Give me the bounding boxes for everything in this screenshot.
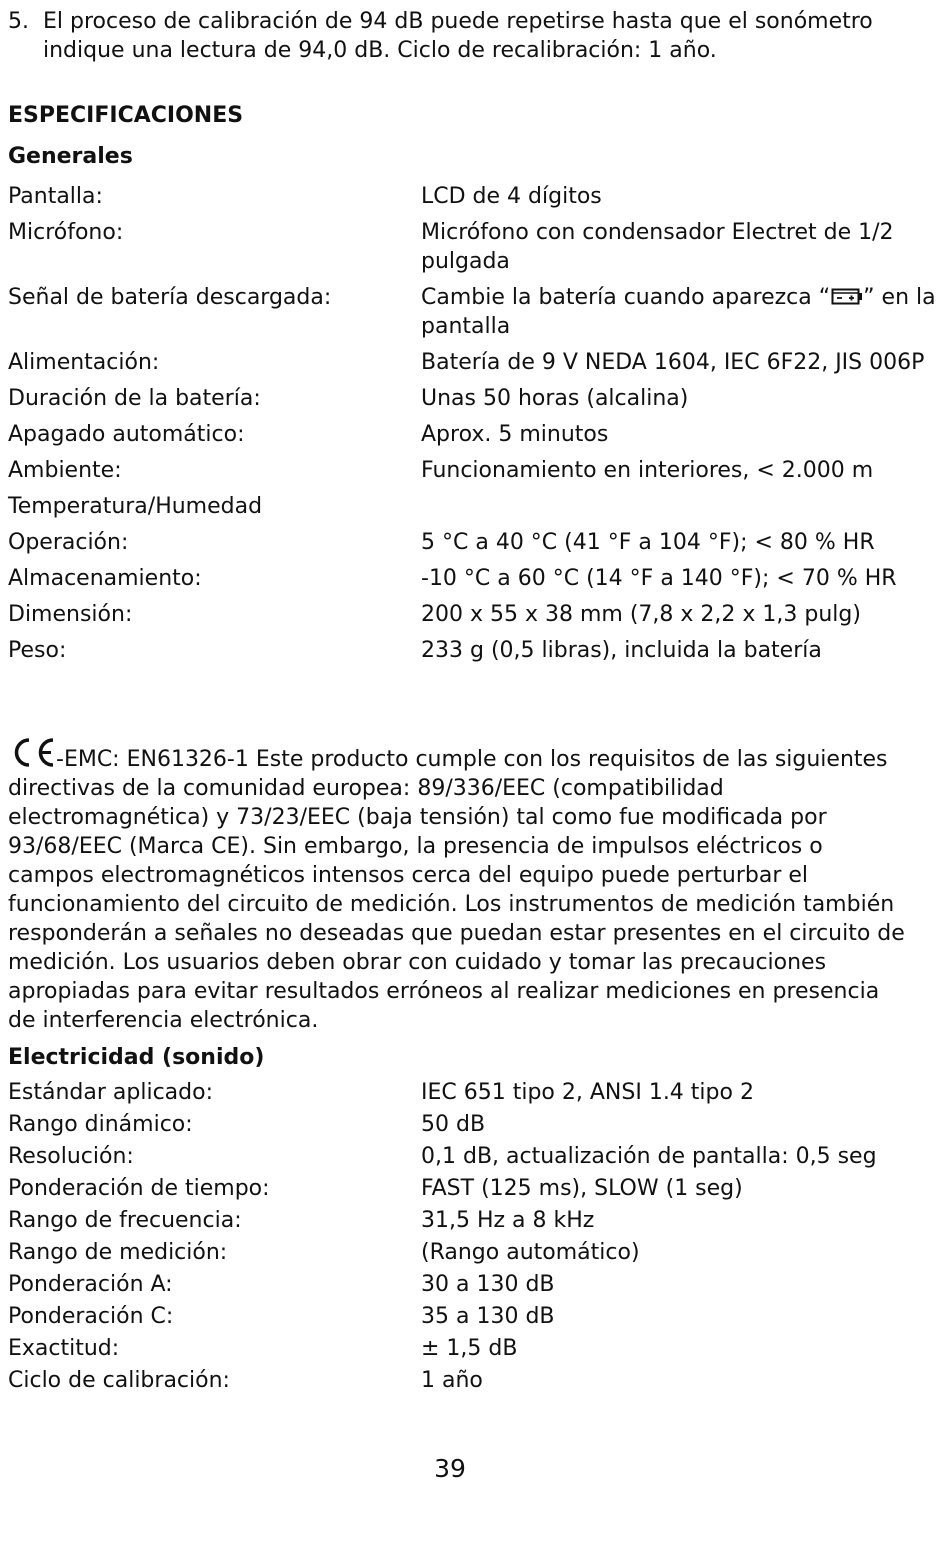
spec-value: 233 g (0,5 libras), incluida la batería — [421, 638, 822, 663]
spec-value: 31,5 Hz a 8 kHz — [421, 1208, 595, 1233]
spec-value: Aprox. 5 minutos — [421, 422, 609, 447]
spec-value: LCD de 4 dígitos — [421, 184, 602, 209]
spec-label: Rango de medición: — [8, 1240, 228, 1265]
spec-value: 0,1 dB, actualización de pantalla: 0,5 seg — [421, 1144, 877, 1169]
spec-label: Operación: — [8, 530, 129, 555]
spec-label: Ponderación A: — [8, 1272, 173, 1297]
spec-row-time-weighting — [8, 1174, 938, 1206]
spec-row-standard — [8, 1078, 938, 1110]
spec-value: ± 1,5 dB — [421, 1336, 518, 1361]
spec-label: Alimentación: — [8, 350, 160, 375]
spec-row-a-weighting — [8, 1270, 938, 1302]
electricity-spec-table — [8, 1078, 938, 1398]
spec-row-battery-life — [8, 384, 938, 420]
procedure-step — [8, 7, 908, 65]
general-spec-table — [8, 182, 938, 672]
spec-label: Exactitud: — [8, 1336, 120, 1361]
spec-value-before-icon: Cambie la batería cuando aparezca “ — [421, 285, 831, 310]
spec-row-accuracy — [8, 1334, 938, 1366]
spec-row-display — [8, 182, 938, 218]
spec-value: 5 °C a 40 °C (41 °F a 104 °F); < 80 % HR — [421, 530, 875, 555]
general-heading: Generales — [8, 144, 133, 169]
specifications-heading: ESPECIFICACIONES — [8, 103, 244, 128]
spec-label: Duración de la batería: — [8, 386, 261, 411]
spec-value: 50 dB — [421, 1112, 486, 1137]
step-number: 5. — [8, 9, 29, 34]
spec-label: Pantalla: — [8, 184, 103, 209]
ce-mark-icon — [8, 736, 55, 769]
spec-label: Micrófono: — [8, 220, 124, 245]
spec-label: Ciclo de calibración: — [8, 1368, 230, 1393]
spec-value: (Rango automático) — [421, 1240, 640, 1265]
spec-value — [421, 492, 938, 528]
spec-row-dimension — [8, 600, 938, 636]
spec-label: Estándar aplicado: — [8, 1080, 213, 1105]
spec-label: Ponderación C: — [8, 1304, 174, 1329]
spec-label: Señal de batería descargada: — [8, 285, 332, 310]
spec-row-calibration-cycle — [8, 1366, 938, 1398]
spec-row-resolution — [8, 1142, 938, 1174]
page-number: 39 — [434, 1454, 466, 1483]
spec-label: Peso: — [8, 638, 67, 663]
spec-row-temperature-humidity — [8, 492, 938, 528]
spec-value: 30 a 130 dB — [421, 1272, 555, 1297]
emc-compliance-paragraph — [8, 736, 908, 1035]
spec-row-dynamic-range — [8, 1110, 938, 1142]
spec-value: 200 x 55 x 38 mm (7,8 x 2,2 x 1,3 pulg) — [421, 602, 861, 627]
battery-icon — [831, 288, 862, 305]
spec-label: Resolución: — [8, 1144, 134, 1169]
step-text: El proceso de calibración de 94 dB puede repetirse hasta que el sonómetro indique una lectura de 94,0 dB. Ciclo de recalibración: 1 año. — [43, 9, 873, 63]
spec-row-c-weighting — [8, 1302, 938, 1334]
spec-label: Almacenamiento: — [8, 566, 202, 591]
spec-value: -10 °C a 60 °C (14 °F a 140 °F); < 70 % HR — [421, 566, 897, 591]
spec-row-low-battery — [8, 283, 938, 348]
spec-row-frequency-range — [8, 1206, 938, 1238]
spec-label: Apagado automático: — [8, 422, 245, 447]
spec-row-storage — [8, 564, 938, 600]
emc-text: -EMC: EN61326-1 Este producto cumple con los requisitos de las siguientes directivas de la comunidad europea: 89/336/EEC (compatibilidad electromagnética) y 73/23/EEC (baja tensión) tal como fue modificada por 93/68/EEC (Marca CE). Sin embargo, la presencia de impulsos eléctricos o campos electromagnéticos intensos cerca del equipo puede perturbar el funcionamiento del circuito de medición. Los instrumentos de medición también responderán a señales no deseadas que puedan estar presentes en el circuito de medición. Los usuarios deben obrar con cuidado y tomar las precauciones apropiadas para evitar resultados erróneos al realizar mediciones en presencia de interferencia electrónica. — [8, 747, 905, 1033]
spec-row-microphone — [8, 218, 938, 283]
spec-label: Temperatura/Humedad — [8, 494, 263, 519]
spec-value: Funcionamiento en interiores, < 2.000 m — [421, 458, 874, 483]
spec-value: FAST (125 ms), SLOW (1 seg) — [421, 1176, 743, 1201]
spec-label: Dimensión: — [8, 602, 133, 627]
spec-value-after-icon: ” en la pantalla — [421, 285, 936, 339]
spec-value: Micrófono con condensador Electret de 1/2 pulgada — [421, 220, 894, 274]
spec-value — [421, 283, 938, 348]
spec-label: Rango dinámico: — [8, 1112, 193, 1137]
spec-row-environment — [8, 456, 938, 492]
spec-row-power — [8, 348, 938, 384]
spec-label: Ponderación de tiempo: — [8, 1176, 270, 1201]
spec-value: IEC 651 tipo 2, ANSI 1.4 tipo 2 — [421, 1080, 754, 1105]
spec-label: Ambiente: — [8, 458, 122, 483]
spec-value: 1 año — [421, 1368, 483, 1393]
spec-value: Batería de 9 V NEDA 1604, IEC 6F22, JIS 006P — [421, 350, 925, 375]
spec-row-auto-power-off — [8, 420, 938, 456]
spec-label: Rango de frecuencia: — [8, 1208, 242, 1233]
spec-row-operation — [8, 528, 938, 564]
spec-value: Unas 50 horas (alcalina) — [421, 386, 689, 411]
spec-row-measurement-range — [8, 1238, 938, 1270]
electricity-heading: Electricidad (sonido) — [8, 1045, 265, 1070]
spec-row-weight — [8, 636, 938, 672]
spec-value: 35 a 130 dB — [421, 1304, 555, 1329]
